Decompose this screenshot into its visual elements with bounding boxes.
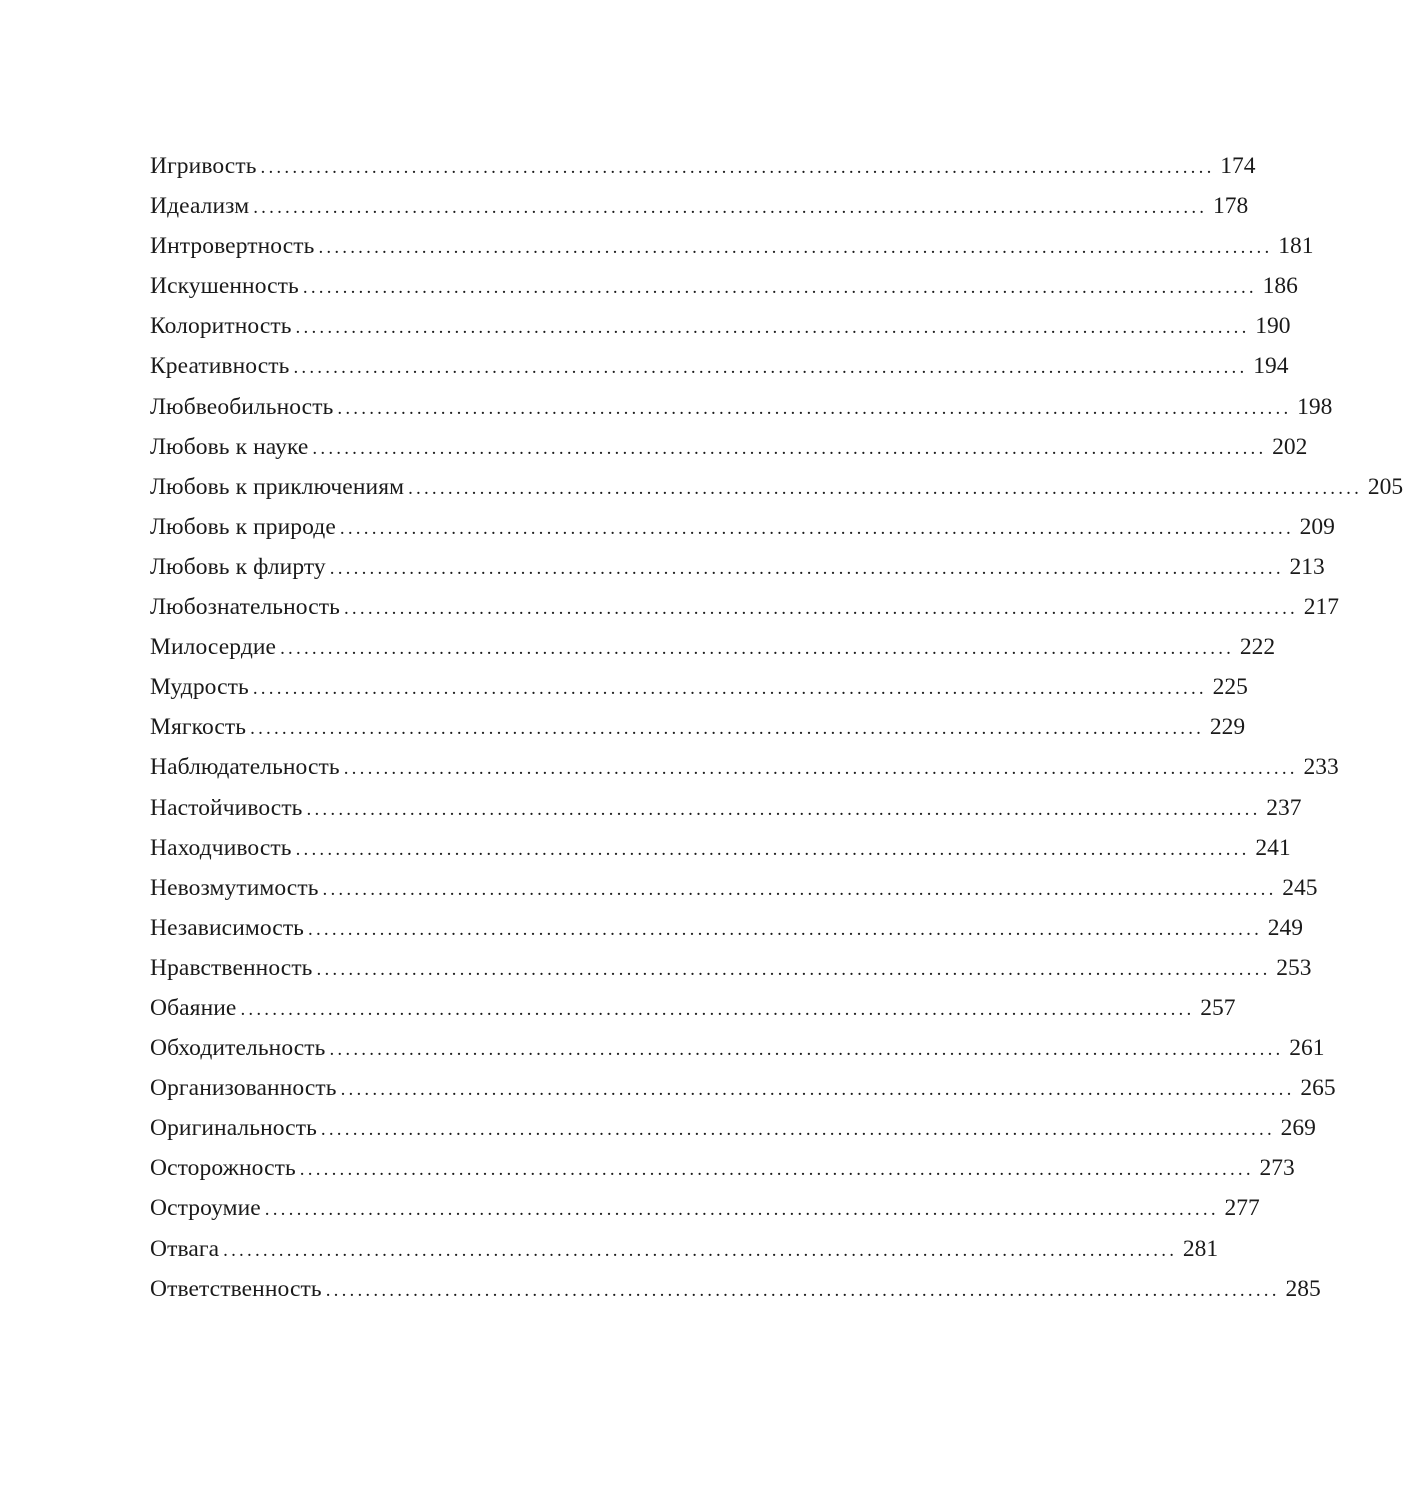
toc-entry-page-number: 269 xyxy=(1280,1115,1316,1142)
toc-dot-leader: ........................................................................................................................ xyxy=(340,1079,1295,1101)
toc-entry xyxy=(150,1108,1316,1148)
toc-entry-title: Обходительность xyxy=(150,1035,326,1062)
toc-entry xyxy=(150,306,1291,346)
toc-entry-page-number: 178 xyxy=(1212,193,1249,220)
toc-entry xyxy=(150,627,1276,667)
toc-entry-title: Игривость xyxy=(150,153,257,179)
toc-entry-page-number: 190 xyxy=(1255,313,1291,340)
toc-entry-page-number: 186 xyxy=(1262,273,1298,300)
toc-entry-title: Оригинальность xyxy=(150,1115,317,1142)
toc-entry-page-number: 265 xyxy=(1300,1075,1336,1102)
toc-entry-page-number: 241 xyxy=(1255,834,1291,861)
toc-entry xyxy=(150,1028,1325,1068)
toc-entry-title: Любовь к флирту xyxy=(150,553,326,580)
toc-entry-page-number: 233 xyxy=(1303,754,1339,781)
toc-entry-page-number: 285 xyxy=(1285,1275,1321,1302)
toc-entry-title: Мудрость xyxy=(150,674,249,701)
toc-entry-page-number: 213 xyxy=(1289,553,1325,580)
toc-dot-leader: ........................................................................................................................ xyxy=(250,718,1205,740)
toc-dot-leader: ........................................................................................................................ xyxy=(329,557,1284,579)
toc-entry-title: Интровертность xyxy=(150,233,315,260)
toc-dot-leader: ........................................................................................................................ xyxy=(337,397,1292,419)
toc-entry-title: Настойчивость xyxy=(150,794,303,821)
toc-dot-leader: ........................................................................................................................ xyxy=(264,1199,1219,1221)
toc-entry-title: Милосердие xyxy=(150,634,277,661)
toc-entry-page-number: 205 xyxy=(1367,473,1403,500)
toc-entry-title: Невозмутимость xyxy=(150,874,319,901)
toc-entry-page-number: 229 xyxy=(1209,714,1246,741)
toc-entry xyxy=(150,788,1302,828)
toc-entry xyxy=(150,908,1304,948)
toc-entry-page-number: 209 xyxy=(1299,513,1335,540)
toc-entry-page-number: 249 xyxy=(1267,914,1304,941)
toc-entry xyxy=(150,1229,1219,1269)
toc-entry-page-number: 198 xyxy=(1297,393,1333,420)
toc-entry-title: Мягкость xyxy=(150,714,247,741)
toc-dot-leader: ........................................................................................................................ xyxy=(339,517,1294,539)
toc-entry-page-number: 281 xyxy=(1182,1235,1219,1262)
toc-entry-title: Организованность xyxy=(150,1075,337,1102)
toc-entry-title: Любовь к приключениям xyxy=(150,473,405,500)
toc-entry-page-number: 245 xyxy=(1282,874,1318,901)
toc-entry xyxy=(150,1148,1295,1188)
toc-entry-page-number: 277 xyxy=(1224,1195,1260,1222)
toc-dot-leader: ........................................................................................................................ xyxy=(240,998,1195,1020)
toc-entry-page-number: 261 xyxy=(1289,1035,1325,1062)
toc-dot-leader: ........................................................................................................................ xyxy=(329,1039,1284,1061)
toc-dot-leader: ........................................................................................................................ xyxy=(316,958,1271,980)
toc-entry xyxy=(150,828,1291,868)
toc-entry-page-number: 237 xyxy=(1266,794,1302,821)
toc-entry-title: Ответственность xyxy=(150,1275,322,1302)
toc-entry-title: Обаяние xyxy=(150,994,237,1021)
toc-entry-title: Остроумие xyxy=(150,1195,261,1222)
toc-entry xyxy=(150,747,1339,787)
toc-entry-title: Любвеобильность xyxy=(150,393,334,420)
toc-entry-page-number: 194 xyxy=(1253,353,1289,380)
toc-entry xyxy=(150,186,1249,226)
toc-dot-leader: ........................................................................................................................ xyxy=(325,1279,1280,1301)
toc-dot-leader: ........................................................................................................................ xyxy=(295,838,1250,860)
toc-entry-title: Наблюдательность xyxy=(150,754,340,781)
toc-dot-leader: ........................................................................................................................ xyxy=(253,197,1208,219)
toc-entry xyxy=(150,387,1333,427)
toc-entry xyxy=(150,146,1256,186)
toc-dot-leader: ........................................................................................................................ xyxy=(308,918,1263,940)
toc-entry xyxy=(150,587,1339,627)
toc-entry-title: Искушенность xyxy=(150,273,299,300)
toc-entry xyxy=(150,1188,1260,1228)
toc-dot-leader: ........................................................................................................................ xyxy=(312,437,1267,459)
toc-dot-leader: ........................................................................................................................ xyxy=(318,237,1273,259)
toc-entry-page-number: 202 xyxy=(1272,433,1308,460)
toc-entry-page-number: 273 xyxy=(1259,1155,1295,1182)
toc-entry xyxy=(150,226,1314,266)
toc-dot-leader: ........................................................................................................................ xyxy=(299,1159,1254,1181)
toc-entry-title: Идеализм xyxy=(150,193,250,220)
toc-dot-leader: ........................................................................................................................ xyxy=(280,638,1235,660)
toc-entry-title: Любовь к науке xyxy=(150,433,309,460)
toc-entry-title: Колоритность xyxy=(150,313,292,340)
toc-dot-leader: ........................................................................................................................ xyxy=(343,598,1298,620)
toc-entry xyxy=(150,467,1403,507)
toc-dot-leader: ........................................................................................................................ xyxy=(260,157,1215,178)
toc-entry-title: Находчивость xyxy=(150,834,292,861)
toc-entry-title: Креативность xyxy=(150,353,290,380)
toc-entry xyxy=(150,427,1308,467)
toc-entry-title: Независимость xyxy=(150,914,305,941)
toc-entry xyxy=(150,868,1318,908)
toc-entry xyxy=(150,988,1236,1028)
toc-dot-leader: ........................................................................................................................ xyxy=(320,1119,1275,1141)
toc-entry xyxy=(150,266,1298,306)
toc-dot-leader: ........................................................................................................................ xyxy=(302,277,1257,299)
toc-entry xyxy=(150,707,1246,747)
toc-entry-page-number: 217 xyxy=(1303,594,1339,621)
toc-entry xyxy=(150,507,1335,547)
toc-dot-leader: ........................................................................................................................ xyxy=(408,477,1363,499)
toc-entry xyxy=(150,1269,1321,1309)
toc-entry-page-number: 257 xyxy=(1200,994,1236,1021)
toc-dot-leader: ........................................................................................................................ xyxy=(295,317,1250,339)
toc-dot-leader: ........................................................................................................................ xyxy=(223,1239,1178,1261)
toc-entry-title: Отвага xyxy=(150,1235,220,1262)
table-of-contents xyxy=(150,146,1403,1309)
toc-dot-leader: ........................................................................................................................ xyxy=(322,878,1277,900)
toc-entry xyxy=(150,667,1248,707)
toc-entry-page-number: 174 xyxy=(1220,153,1256,179)
toc-entry xyxy=(150,1068,1336,1108)
toc-entry-title: Любовь к природе xyxy=(150,513,336,540)
toc-dot-leader: ........................................................................................................................ xyxy=(293,357,1248,379)
toc-entry-page-number: 225 xyxy=(1212,674,1248,701)
toc-dot-leader: ........................................................................................................................ xyxy=(343,758,1298,780)
toc-entry xyxy=(150,547,1325,587)
toc-entry-page-number: 253 xyxy=(1276,954,1312,981)
toc-dot-leader: ........................................................................................................................ xyxy=(252,678,1207,700)
toc-entry-page-number: 222 xyxy=(1239,634,1276,661)
toc-dot-leader: ........................................................................................................................ xyxy=(306,798,1261,820)
toc-entry xyxy=(150,948,1312,988)
toc-entry-title: Осторожность xyxy=(150,1155,296,1182)
toc-entry-page-number: 181 xyxy=(1278,233,1314,260)
toc-entry-title: Любознательность xyxy=(150,594,340,621)
toc-entry xyxy=(150,346,1289,386)
toc-entry-title: Нравственность xyxy=(150,954,313,981)
